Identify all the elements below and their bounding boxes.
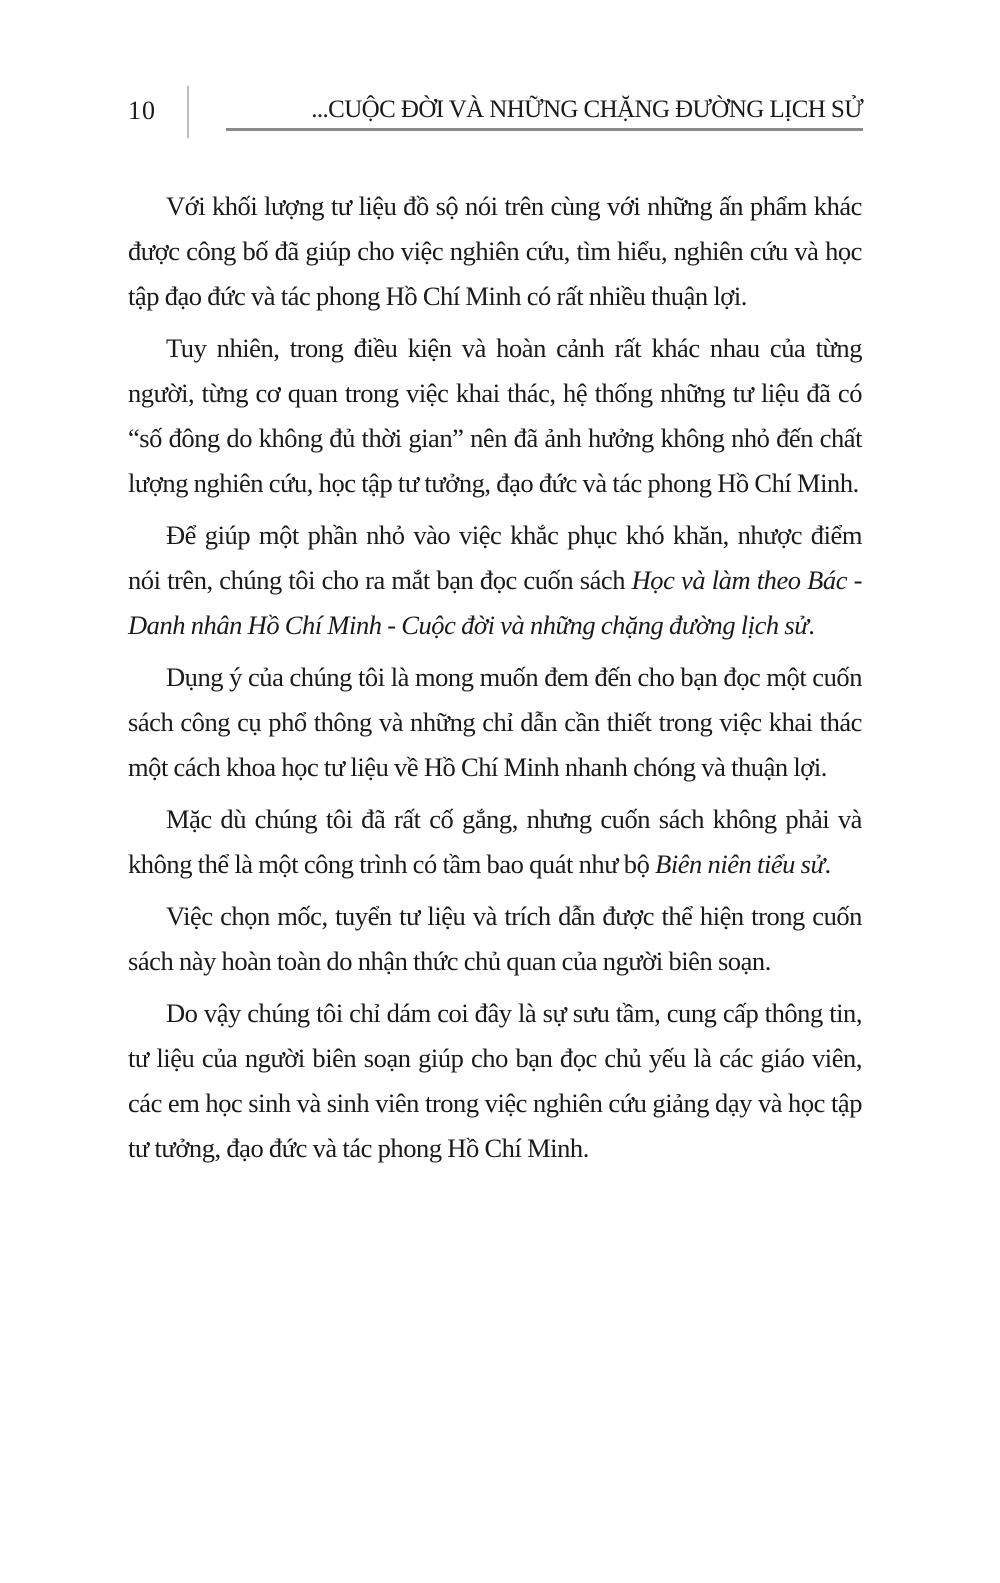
page-number: 10 [128,96,156,125]
paragraph-text: Mặc dù chúng tôi đã rất cố gắng, nhưng cuốn sách không phải và không thể là một công trình có tầm bao quát như bộ [128,804,862,879]
paragraph [128,797,862,887]
paragraph: Dụng ý của chúng tôi là mong muốn đem đến cho bạn đọc một cuốn sách công cụ phổ thông và những chỉ dẫn cần thiết trong việc khai thác một cách khoa học tư liệu về Hồ Chí Minh nhanh chóng và thuận lợi. [128,662,862,782]
paragraph: Tuy nhiên, trong điều kiện và hoàn cảnh rất khác nhau của từng người, từng cơ quan trong việc khai thác, hệ thống những tư liệu đã có “số đông do không đủ thời gian” nên đã ảnh hưởng không nhỏ đến chất lượng nghiên cứu, học tập tư tưởng, đạo đức và tác phong Hồ Chí Minh. [128,333,862,498]
paragraph: Việc chọn mốc, tuyển tư liệu và trích dẫn được thể hiện trong cuốn sách này hoàn toàn do nhận thức chủ quan của người biên soạn. [128,901,862,976]
book-title: Học và làm theo Bác - Danh nhân Hồ Chí Minh - Cuộc đời và những chặng đường lịch sử [128,565,862,640]
paragraph: Do vậy chúng tôi chỉ dám coi đây là sự sưu tầm, cung cấp thông tin, tư liệu của người biên soạn giúp cho bạn đọc chủ yếu là các giáo viên, các em học sinh và sinh viên trong việc nghiên cứu giảng dạy và học tập tư tưởng, đạo đức và tác phong Hồ Chí Minh. [128,998,862,1163]
paragraph-text: . [808,610,815,640]
header-underline [226,128,863,131]
paragraph [128,513,862,648]
running-title: ...CUỘC ĐỜI VÀ NHỮNG CHẶNG ĐƯỜNG LỊCH SỬ [311,96,863,123]
paragraph: Với khối lượng tư liệu đồ sộ nói trên cùng với những ấn phẩm khác được công bố đã giúp cho việc nghiên cứu, tìm hiểu, nghiên cứu và học tập đạo đức và tác phong Hồ Chí Minh có rất nhiều thuận lợi. [128,191,862,311]
body-text [128,184,862,1178]
paragraph-text: Để giúp một phần nhỏ vào việc khắc phục khó khăn, nhược điểm nói trên, chúng tôi cho ra mắt bạn đọc cuốn sách [128,520,862,595]
header-vertical-divider [187,86,189,138]
paragraph-text: . [824,849,831,879]
book-title: Biên niên tiểu sử [655,849,825,879]
